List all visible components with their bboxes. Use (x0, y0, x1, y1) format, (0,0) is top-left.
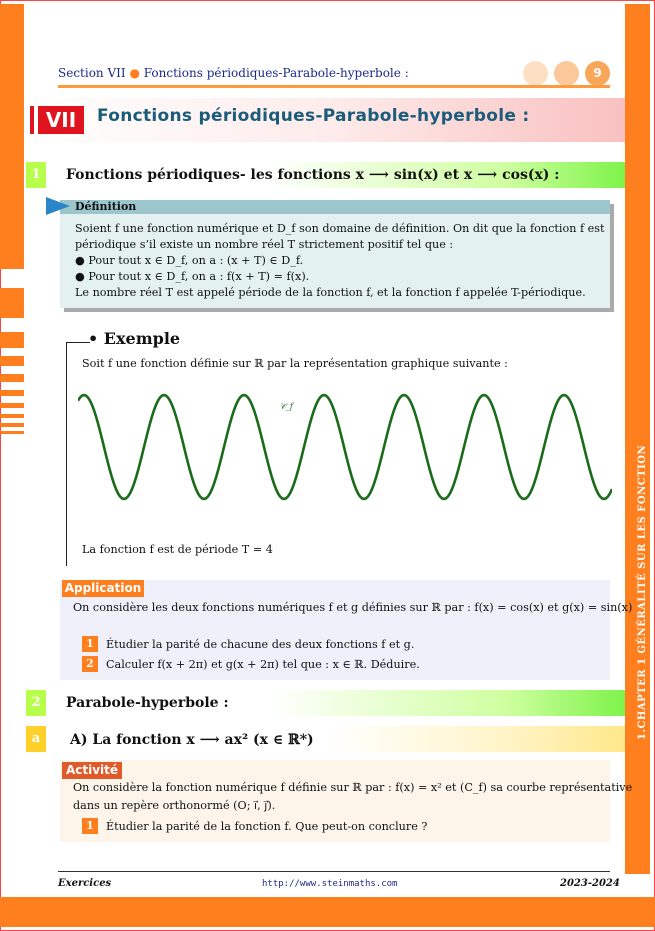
curve-label: 𝒞_f (280, 402, 293, 411)
left-strip (0, 356, 24, 366)
header-rule (58, 85, 610, 88)
footer-right: 2023-2024 (560, 878, 620, 889)
section-1-title: Fonctions périodiques- les fonctions x ⟶ sin(x) et x ⟶ cos(x) : (66, 167, 560, 183)
example-rule (66, 342, 90, 343)
periodic-curve-graph (78, 390, 612, 505)
subsection-a-number: a (26, 726, 46, 752)
decor-circle (523, 61, 548, 86)
left-strip (0, 332, 24, 348)
definition-line: Le nombre réel T est appelé période de la fonction f, et la fonction f appelée T-périodique. (75, 286, 586, 299)
section-title: Fonctions périodiques-Parabole-hyperbole : (143, 66, 409, 80)
section-1-number: 1 (26, 162, 46, 188)
section-2-number: 2 (26, 690, 46, 716)
item-number: 1 (82, 818, 98, 834)
footer-left: Exercices (58, 878, 112, 889)
subsection-a-title: A) La fonction x ⟶ ax² (x ∈ ℝ*) (70, 732, 314, 748)
periodic-curve (78, 395, 612, 499)
page-number: 9 (585, 61, 610, 86)
section-prefix: Section VII (58, 66, 126, 80)
activity-tag: Activité (62, 762, 122, 779)
item-number: 2 (82, 656, 98, 672)
left-strip (0, 423, 24, 427)
activity-line: dans un repère orthonormé (O; i⃗, j⃗). (73, 799, 276, 812)
bottom-bar (0, 897, 655, 927)
application-item: Calculer f(x + 2π) et g(x + 2π) tel que : x ∈ ℝ. Déduire. (106, 658, 420, 671)
right-sidebar (625, 4, 650, 874)
definition-header (60, 200, 610, 214)
left-strip (0, 390, 24, 396)
bullet-icon: ● (129, 66, 140, 80)
definition-line: périodique s’il existe un nombre réel T strictement positif tel que : (75, 238, 454, 251)
left-strip (0, 403, 24, 408)
chapter-title: Fonctions périodiques-Parabole-hyperbole : (97, 106, 530, 126)
left-strip (0, 374, 24, 382)
arrow-icon (46, 197, 70, 215)
left-strip (0, 431, 24, 434)
definition-label: Définition (75, 200, 137, 213)
footer-rule (58, 871, 610, 872)
running-header (58, 66, 409, 80)
application-item: Étudier la parité de chacune des deux fonctions f et g. (106, 638, 415, 651)
side-chapter-label: 1.CHAPTER 1 GÉNÉRALITÉ SUR LES FONCTION (637, 444, 648, 740)
example-rule (66, 342, 67, 566)
decor-circle (554, 61, 579, 86)
application-tag: Application (62, 580, 144, 597)
item-number: 1 (82, 636, 98, 652)
activity-line: On considère la fonction numérique f définie sur ℝ par : f(x) = x² et (C_f) sa courbe représentative (73, 781, 633, 794)
definition-line: Soient f une fonction numérique et D_f son domaine de définition. On dit que la fonction f est (75, 222, 605, 235)
definition-line: ● Pour tout x ∈ D_f, on a : f(x + T) = f(x). (75, 270, 310, 283)
example-intro: Soit f une fonction définie sur ℝ par la représentation graphique suivante : (82, 357, 508, 370)
left-strip (0, 288, 24, 318)
left-strip-top (0, 4, 24, 269)
chapter-number: VII (34, 106, 84, 134)
example-title: • Exemple (88, 329, 181, 348)
activity-item: Étudier la parité de la fonction f. Que peut-on conclure ? (106, 820, 428, 833)
application-statement: On considère les deux fonctions numériques f et g définies sur ℝ par : f(x) = cos(x) et g(x) = sin(x) (73, 601, 633, 614)
section-2-title: Parabole-hyperbole : (66, 695, 229, 711)
definition-line: ● Pour tout x ∈ D_f, on a : (x + T) ∈ D_f. (75, 254, 304, 267)
footer-link[interactable]: http://www.steinmaths.com (262, 879, 398, 889)
example-conclusion: La fonction f est de période T = 4 (82, 543, 273, 556)
left-strip (0, 414, 24, 418)
